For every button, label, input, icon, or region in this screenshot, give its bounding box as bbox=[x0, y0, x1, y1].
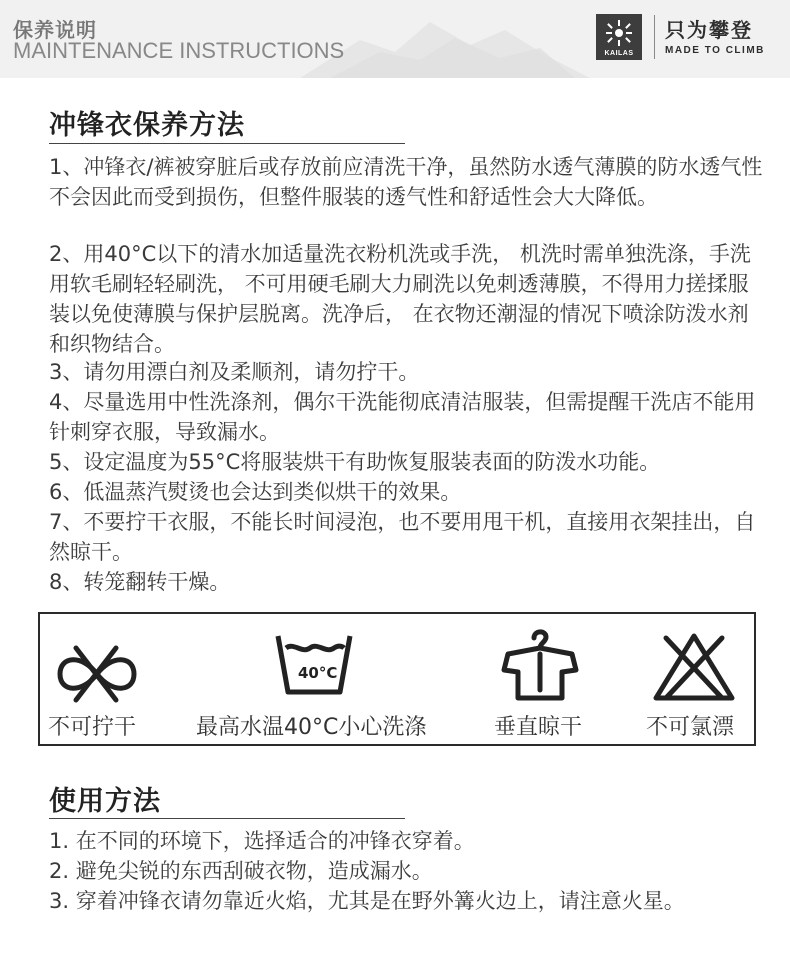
sun-icon bbox=[596, 16, 642, 50]
wash-temp-text: 40°C bbox=[298, 664, 338, 682]
no-wring-icon bbox=[52, 642, 142, 706]
care-paragraph-6: 6、低温蒸汽熨烫也会达到类似烘干的效果。 bbox=[49, 480, 462, 504]
symbol-wash-40 bbox=[190, 614, 460, 744]
care-paragraph-5: 5、设定温度为55°C将服装烘干有助恢复服装表面的防泼水功能。 bbox=[49, 450, 661, 474]
care-paragraph-4: 4、尽量选用中性洗涤剂，偶尔干洗能彻底清洁服装，但需提醒干洗店不能用针刺穿衣服，导致漏水。 bbox=[49, 390, 756, 444]
care-paragraph-1: 1、冲锋衣/裤被穿脏后或存放前应清洗干净，虽然防水透气薄膜的防水透气性不会因此而受到损伤，但整件服装的透气性和舒适性会大大降低。 bbox=[49, 155, 763, 209]
wash-40-label: 最高水温40°C小心洗涤 bbox=[196, 715, 427, 740]
header-banner bbox=[0, 0, 790, 78]
care-title-rule bbox=[49, 143, 405, 144]
hang-dry-icon bbox=[500, 626, 580, 702]
hang-dry-label: 垂直晾干 bbox=[494, 715, 583, 740]
brand-slogan bbox=[665, 18, 765, 56]
no-bleach-icon bbox=[652, 630, 736, 702]
symbol-no-wring bbox=[40, 614, 190, 744]
care-paragraph-3: 3、请勿用漂白剂及柔顺剂，请勿拧干。 bbox=[49, 360, 420, 384]
kailas-logo bbox=[596, 14, 642, 60]
symbol-hang-dry bbox=[480, 614, 620, 744]
no-bleach-label: 不可氯漂 bbox=[646, 715, 735, 740]
brand-lockup bbox=[596, 14, 765, 60]
symbol-no-bleach bbox=[630, 614, 756, 744]
care-paragraph-8: 8、转笼翻转干燥。 bbox=[49, 570, 231, 594]
brand-divider bbox=[654, 15, 655, 59]
slogan-en: MADE TO CLIMB bbox=[665, 45, 765, 56]
care-paragraph-2: 2、用40°C以下的清水加适量洗衣粉机洗或手洗， 机洗时需单独洗涤，手洗用软毛刷轻轻刷洗， 不可用硬毛刷大力刷洗以免刺透薄膜，不得用力搓揉服装以免使薄膜与保护层脱离。洗净后， 在衣物还潮湿的情况下喷涂防泼水剂和织物结合。 bbox=[49, 242, 751, 356]
header-title-en: MAINTENANCE INSTRUCTIONS bbox=[13, 38, 345, 63]
usage-section-title: 使用方法 bbox=[49, 786, 161, 817]
usage-paragraph-2: 2. 避免尖锐的东西刮破衣物，造成漏水。 bbox=[49, 859, 433, 883]
care-section-title: 冲锋衣保养方法 bbox=[49, 110, 245, 141]
logo-text: KAILAS bbox=[604, 50, 634, 57]
care-paragraph-7: 7、不要拧干衣服，不能长时间浸泡，也不要用甩干机，直接用衣架挂出，自然晾干。 bbox=[49, 510, 756, 564]
header-title-cn: 保养说明 bbox=[13, 18, 97, 42]
care-symbols-panel bbox=[38, 612, 756, 746]
no-wring-label: 不可拧干 bbox=[48, 715, 137, 740]
usage-paragraph-1: 1. 在不同的环境下，选择适合的冲锋衣穿着。 bbox=[49, 829, 475, 853]
slogan-cn: 只为攀登 bbox=[665, 18, 753, 42]
usage-paragraph-3: 3. 穿着冲锋衣请勿靠近火焰，尤其是在野外篝火边上，请注意火星。 bbox=[49, 889, 685, 913]
usage-title-rule bbox=[49, 818, 405, 819]
